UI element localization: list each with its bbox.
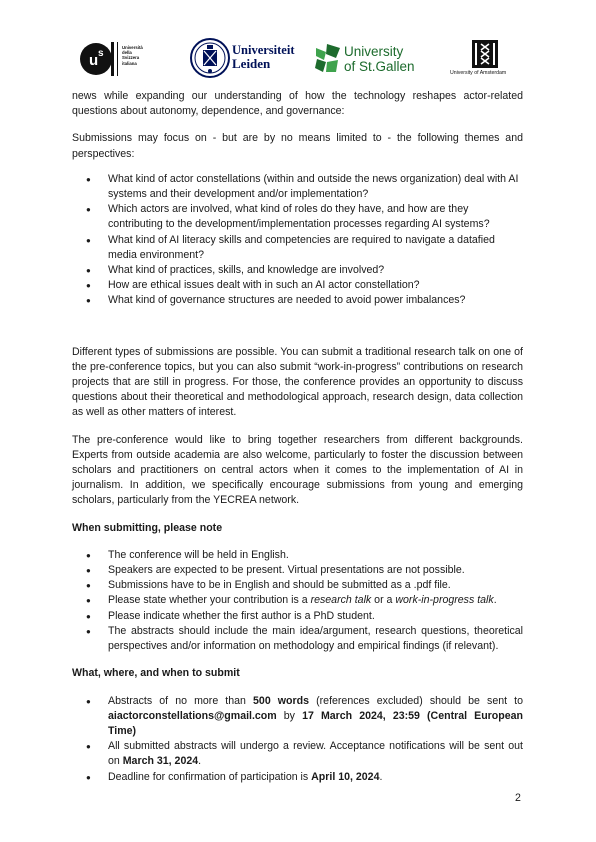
stgallen-wordmark: University of St.Gallen <box>344 44 415 74</box>
list-item: ● Which actors are involved, what kind of roles do they have, and how are they contributing to the development/implementation processes regarding AI systems? <box>72 202 523 232</box>
submit-heading: What, where, and when to submit <box>72 667 240 680</box>
list-item: ● The conference will be held in English. <box>72 548 523 563</box>
spacer <box>72 321 523 345</box>
list-item: ● What kind of governance structures are needed to avoid power imbalances? <box>72 293 523 308</box>
list-item: ● Abstracts of no more than 500 words (references excluded) should be sent to aiactorconstellations@gmail.com by 17 March 2024, 23:59 (Central European Time) <box>72 694 523 740</box>
amsterdam-crest-icon <box>472 40 498 68</box>
intro-paragraph: news while expanding our understanding of how the technology reshapes actor-related questions about autonomy, dependence, and governance: <box>72 90 523 118</box>
submit-list <box>72 694 523 785</box>
header-logos <box>0 36 596 82</box>
usi-circle-mark <box>80 43 112 75</box>
amsterdam-wordmark: University of Amsterdam <box>450 70 507 76</box>
list-item: ● What kind of practices, skills, and knowledge are involved? <box>72 263 523 278</box>
amsterdam-logo <box>450 36 530 82</box>
leiden-wordmark: Universiteit Leiden <box>232 43 295 71</box>
email-link[interactable]: aiactorconstellations@gmail.com <box>108 709 277 722</box>
submission-types-paragraph: Different types of submissions are possible. You can submit a traditional research talk on one of the pre-conference topics, but you can also submit “work-in-progress” contributions on research projects that are still in progress. For those, the conference provides an opportunity to discuss questions about their theoretical and methodological approach, research design, data collection as well as other matters of interest. <box>72 345 523 419</box>
svg-text:u: u <box>89 52 99 69</box>
list-item: ● Submissions have to be in English and should be submitted as a .pdf file. <box>72 578 523 593</box>
stgallen-logo <box>314 36 414 82</box>
document-body <box>72 89 523 797</box>
list-item: ● Deadline for confirmation of participation is April 10, 2024. <box>72 770 523 785</box>
list-item: ● All submitted abstracts will undergo a review. Acceptance notifications will be sent out on March 31, 2024. <box>72 739 523 769</box>
list-item: ● What kind of AI literacy skills and competencies are required to navigate a datafied media environment? <box>72 233 523 263</box>
stgallen-leaf-icon <box>314 42 342 76</box>
list-item: ● Please state whether your contribution is a research talk or a work-in-progress talk. <box>72 593 523 608</box>
list-item: ● How are ethical issues dealt with in such an AI actor constellation? <box>72 278 523 293</box>
page-number: 2 <box>515 792 521 804</box>
list-item: ● Please indicate whether the first author is a PhD student. <box>72 609 523 624</box>
submission-notes-list <box>72 548 523 654</box>
leiden-seal-icon <box>190 37 230 79</box>
list-item: ● What kind of actor constellations (within and outside the news organization) deal with AI systems and their development and/or implementation? <box>72 172 523 202</box>
list-item: ● Speakers are expected to be present. Virtual presentations are not possible. <box>72 563 523 578</box>
themes-list <box>72 172 523 309</box>
svg-text:s: s <box>98 48 104 59</box>
researchers-paragraph: The pre-conference would like to bring together researchers from different backgrounds. Experts from outside academia are also welcome, particularly to foster the discussion between scholars and practitioners on central actors when it comes to the implementation of AI in journalism. In addition, we specifically encourage submissions from young and emerging scholars, particularly from the YECREA network. <box>72 433 523 507</box>
leiden-logo <box>190 36 294 82</box>
usi-wordmark: Università della Svizzera italiana <box>122 45 143 66</box>
list-item: ● The abstracts should include the main idea/argument, research questions, theoretical perspectives and/or information on methodology and empirical findings (if relevant). <box>72 624 523 654</box>
submission-notes-heading: When submitting, please note <box>72 521 223 534</box>
themes-intro-paragraph: Submissions may focus on - but are by no means limited to - the following themes and perspectives: <box>72 132 523 160</box>
usi-logo <box>80 36 160 82</box>
